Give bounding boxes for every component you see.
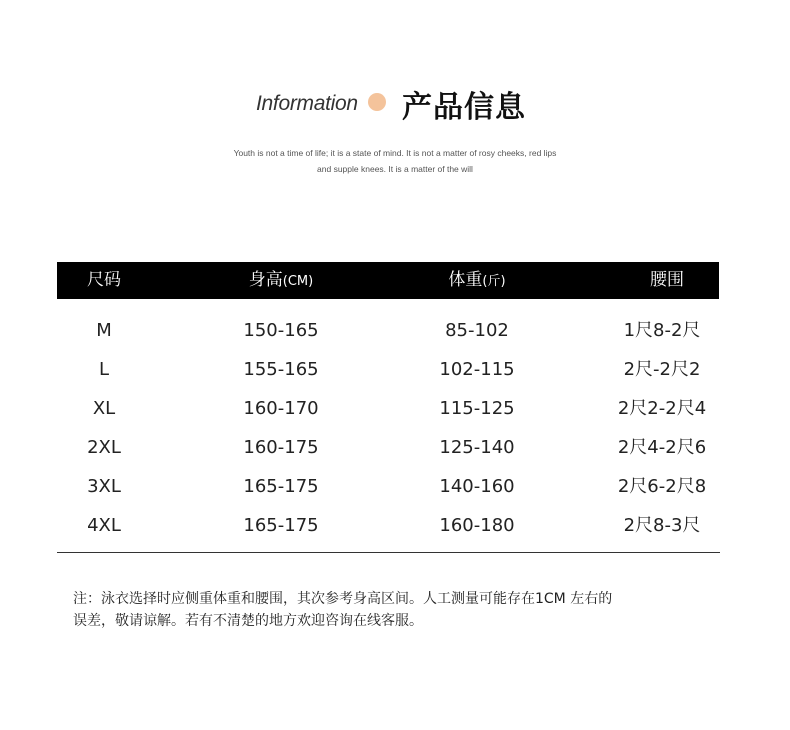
- cell-waist: 2尺6-2尺8: [617, 476, 707, 497]
- size-table: [57, 262, 719, 545]
- subtitle-line-1: Youth is not a time of life; it is a state of mind. It is not a matter of rosy cheeks, red lips: [233, 148, 557, 158]
- header: [0, 78, 790, 128]
- table-row: [57, 350, 719, 389]
- cell-size: 2XL: [87, 437, 121, 458]
- cell-height: 165-175: [243, 515, 319, 536]
- table-header: [57, 262, 719, 299]
- cell-weight: 125-140: [439, 437, 515, 458]
- header-height: [231, 262, 331, 299]
- header-height-unit: (CM): [282, 274, 314, 289]
- cell-waist: 2尺8-3尺: [623, 515, 701, 536]
- header-weight-label: 体重: [448, 270, 483, 290]
- cell-waist: 2尺-2尺2: [623, 359, 701, 380]
- cell-weight: 140-160: [439, 476, 515, 497]
- subtitle-line-2: and supple knees. It is a matter of the will: [317, 164, 473, 174]
- cell-size: M: [96, 320, 112, 341]
- cell-weight: 160-180: [439, 515, 515, 536]
- table-row: [57, 506, 719, 545]
- table-row: [57, 311, 719, 350]
- header-weight: [427, 262, 527, 299]
- cell-waist: 1尺8-2尺: [623, 320, 701, 341]
- header-waist: 腰围: [650, 270, 684, 290]
- table-row: [57, 467, 719, 506]
- cell-size: L: [98, 359, 110, 380]
- cell-size: XL: [92, 398, 116, 419]
- cell-height: 150-165: [243, 320, 319, 341]
- cell-height: 155-165: [243, 359, 319, 380]
- cell-weight: 85-102: [445, 320, 509, 341]
- cell-size: 4XL: [87, 515, 121, 536]
- note-line-2: 误差，敬请谅解。若有不清楚的地方欢迎咨询在线客服。: [73, 613, 423, 629]
- cell-size: 3XL: [87, 476, 121, 497]
- cell-height: 160-175: [243, 437, 319, 458]
- cell-weight: 115-125: [439, 398, 515, 419]
- english-title: Information: [256, 92, 358, 115]
- header-size: 尺码: [87, 270, 121, 290]
- cell-height: 165-175: [243, 476, 319, 497]
- header-height-label: 身高: [248, 270, 283, 290]
- note-line-1: 注：泳衣选择时应侧重体重和腰围，其次参考身高区间。人工测量可能存在1CM 左右的: [73, 591, 613, 607]
- table-bottom-divider: [57, 552, 720, 553]
- table-body: [57, 311, 719, 545]
- header-weight-unit: (斤): [482, 274, 506, 289]
- cell-height: 160-170: [243, 398, 319, 419]
- cell-waist: 2尺2-2尺4: [617, 398, 707, 419]
- table-row: [57, 428, 719, 467]
- cell-waist: 2尺4-2尺6: [617, 437, 707, 458]
- decorative-dot: [368, 93, 386, 111]
- cell-weight: 102-115: [439, 359, 515, 380]
- table-row: [57, 389, 719, 428]
- page-title: 产品信息: [402, 90, 526, 125]
- size-note: [73, 588, 723, 632]
